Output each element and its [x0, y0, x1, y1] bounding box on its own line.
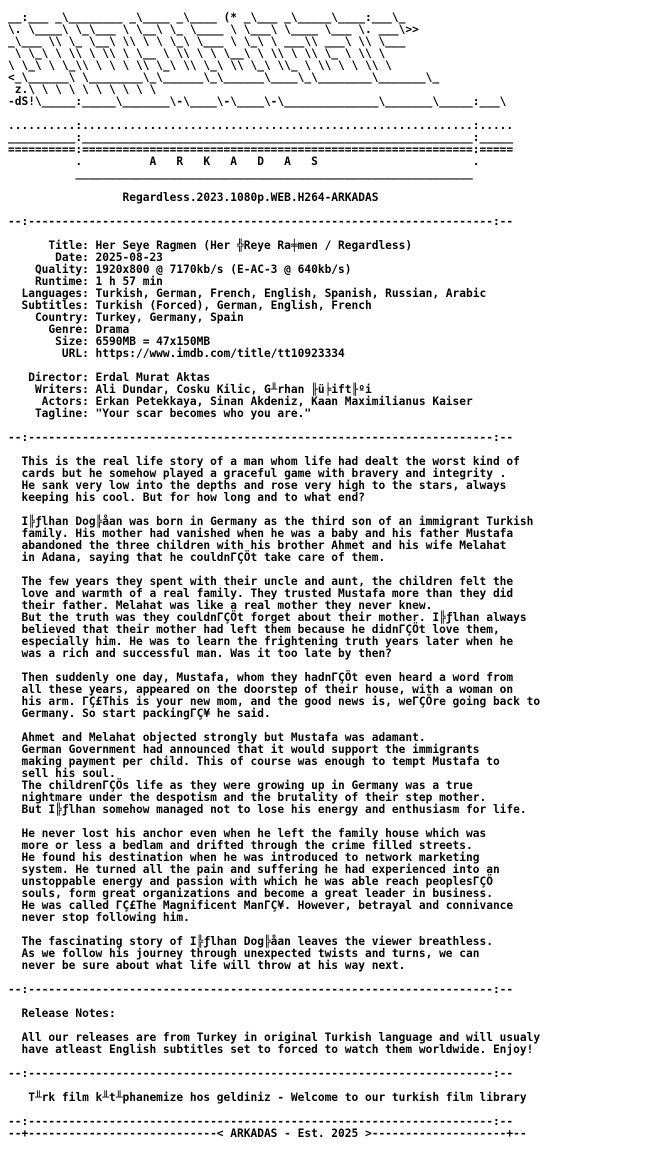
nfo-line: German Government had announced that it would support the immigrants [8, 743, 480, 756]
nfo-line: All our releases are from Turkey in original Turkish language and will usualy [8, 1031, 541, 1044]
nfo-line: --+----------------------------< ARKADAS - Est. 2025 >--------------------+-- [8, 1127, 527, 1140]
nfo-line: Actors: Erkan Petekkaya, Sinan Akdeniz, Kaan Maximilianus Kaiser [8, 395, 473, 408]
nfo-line: more or less a bedlam and drifted through the crime filled streets. [8, 839, 473, 852]
nfo-line: --:---------------------------------------------------------------------:-- [8, 983, 514, 996]
nfo-line: nightmare under the despotism and the brutality of their step mother. [8, 791, 487, 804]
nfo-line: The few years they spent with their uncle and aunt, the children felt the [8, 575, 514, 588]
nfo-line: \ \_\ \ \\ \ \\ \ \__ \ \\ \ \ \__\ \ \\ \ \\ \_ \ \\ \ [8, 47, 386, 60]
nfo-line: keeping his cool. But for how long and to what end? [8, 491, 365, 504]
nfo-line: Languages: Turkish, German, French, English, Spanish, Russian, Arabic [8, 287, 487, 300]
nfo-line: souls, form great organizations and become a great leader in business. [8, 887, 493, 900]
nfo-line: all these years, appeared on the doorstep of their house, with a woman on [8, 683, 514, 696]
nfo-line: z.\ \ \ \ \ \ \ \ \ \ [8, 83, 157, 96]
nfo-line: Germany. So start packingΓÇ¥ he said. [8, 707, 271, 720]
nfo-line: He never lost his anchor even when he left the family house which was [8, 827, 487, 840]
nfo-line: abandoned the three children with his brother Ahmet and his wife Melahat [8, 539, 507, 552]
nfo-line: --:---------------------------------------------------------------------:-- [8, 215, 514, 228]
nfo-line: believed that their mother had left them because he didnΓÇÖt love them, [8, 623, 500, 636]
nfo-line: <_\______\ \________\_\______\_\______\____\_\________\_______\_ [8, 71, 440, 84]
nfo-line: system. He turned all the pain and suffering he had experienced into an [8, 863, 500, 876]
nfo-line: URL: https://www.imdb.com/title/tt10923334 [8, 347, 345, 360]
nfo-line: ..........:..........................................................:..... [8, 119, 514, 132]
nfo-line: Size: 6590MB = 47x150MB [8, 335, 211, 348]
nfo-line: Title: Her Seye Ragmen (Her ╬Reye Ra╪men / Regardless) [8, 239, 413, 252]
nfo-line: have atleast English subtitles set to forced to watch them worldwide. Enjoy! [8, 1043, 534, 1056]
nfo-line: cards but he somehow played a graceful game with bravery and integrity . [8, 467, 507, 480]
nfo-line: __:___ _\________ _\____ _\____ (* _\___ _\_____\____:___\_ [8, 11, 406, 24]
nfo-line: Date: 2025-08-23 [8, 251, 163, 264]
nfo-line: \. \____\ \_\___ \ \__\ \_ \____ \ \___\ \____ \___ \. ___\>> [8, 23, 419, 36]
nfo-line: I╠ƒlhan Dog╠åan was born in Germany as the third son of an immigrant Turkish [8, 515, 534, 528]
nfo-line: But the truth was they couldnΓÇÖt forget about their mother. I╠ƒlhan always [8, 611, 527, 624]
nfo-line: Release Notes: [8, 1007, 116, 1020]
nfo-line: ___________________________________________________________ [8, 167, 473, 180]
nfo-line: family. His mother had vanished when he was a baby and his father Mustafa [8, 527, 514, 540]
nfo-line: Director: Erdal Murat Aktas [8, 371, 211, 384]
nfo-line: especially him. He was to learn the frightening truth years later when he [8, 635, 514, 648]
nfo-line: Subtitles: Turkish (Forced), German, English, French [8, 299, 372, 312]
nfo-line: __________:__________________________________________________________:_____ [8, 131, 514, 144]
nfo-line: He was called ΓÇ£The Magnificent ManΓÇ¥. However, betrayal and connivance [8, 899, 514, 912]
nfo-line: their father. Melahat was like a real mother they never knew. [8, 599, 433, 612]
nfo-line: making payment per child. This of course was enough to tempt Mustafa to [8, 755, 500, 768]
nfo-line: Tagline: "Your scar becomes who you are." [8, 407, 312, 420]
nfo-line: Then suddenly one day, Mustafa, whom they hadnΓÇÖt even heard a word from [8, 671, 514, 684]
nfo-line: never be sure about what life will throw at his way next. [8, 959, 406, 972]
nfo-line: --:---------------------------------------------------------------------:-- [8, 1067, 514, 1080]
nfo-line: --:---------------------------------------------------------------------:-- [8, 1115, 514, 1128]
nfo-line: This is the real life story of a man whom life had dealt the worst kind of [8, 455, 520, 468]
nfo-line: But I╠ƒlhan somehow managed not to lose his energy and enthusiasm for life. [8, 803, 527, 816]
nfo-line: was a rich and successful man. Was it too late by then? [8, 647, 392, 660]
nfo-line: unstoppable energy and passion with which he was able reach peoplesΓÇÖ [8, 875, 493, 888]
nfo-line: He found his destination when he was introduced to network marketing [8, 851, 480, 864]
nfo-line: --:---------------------------------------------------------------------:-- [8, 431, 514, 444]
nfo-line: As we follow his journey through unexpected twists and turns, we can [8, 947, 480, 960]
nfo-line: _\___ \\ \_ \__\ \\ \ \ \_\ \___ \ \_\ \ ___\\ ___\ \\ \___ [8, 35, 406, 48]
nfo-line: \ \_\ \ \_\\ \ \ \ \\ \_\ \\ \_\ \\ \_\ \\_ \ \\ \ \ \\ \ [8, 59, 392, 72]
nfo-line: sell his soul. [8, 767, 116, 780]
nfo-line: The childrenΓÇÖs life as they were growing up in Germany was a true [8, 779, 473, 792]
nfo-line: his arm. ΓÇ£This is your new mom, and the good news is, weΓÇÖre going back to [8, 695, 541, 708]
nfo-line: never stop following him. [8, 911, 190, 924]
nfo-line: in Adana, saying that he couldnΓÇÖt take care of them. [8, 551, 386, 564]
nfo-line: Writers: Ali Dundar, Cosku Kilic, G╨rhan ╟ü╞ift╟ºi [8, 383, 372, 396]
nfo-line: Regardless.2023.1080p.WEB.H264-ARKADAS [8, 191, 379, 204]
nfo-line: love and warmth of a real family. They trusted Mustafa more than they did [8, 587, 514, 600]
nfo-line: He sank very low into the depths and rose very high to the stars, always [8, 479, 507, 492]
nfo-line: -dS!\_____:_____\_______\-\____\-\____\-\______________\_______\_____:___\ [8, 95, 507, 108]
nfo-line: Runtime: 1 h 57 min [8, 275, 163, 288]
nfo-line: Quality: 1920x800 @ 7170kb/s (E-AC-3 @ 640kb/s) [8, 263, 352, 276]
nfo-line: . A R K A D A S . [8, 155, 480, 168]
nfo-line: Ahmet and Melahat objected strongly but Mustafa was adamant. [8, 731, 426, 744]
nfo-line: Country: Turkey, Germany, Spain [8, 311, 244, 324]
nfo-line: ==========:==========================================================:===== [8, 143, 514, 156]
nfo-line: The fascinating story of I╠ƒlhan Dog╠åan leaves the viewer breathless. [8, 935, 493, 948]
nfo-line: T╨rk film k╨t╨phanemize hos geldiniz - Welcome to our turkish film library [8, 1091, 527, 1104]
nfo-line: Genre: Drama [8, 323, 130, 336]
